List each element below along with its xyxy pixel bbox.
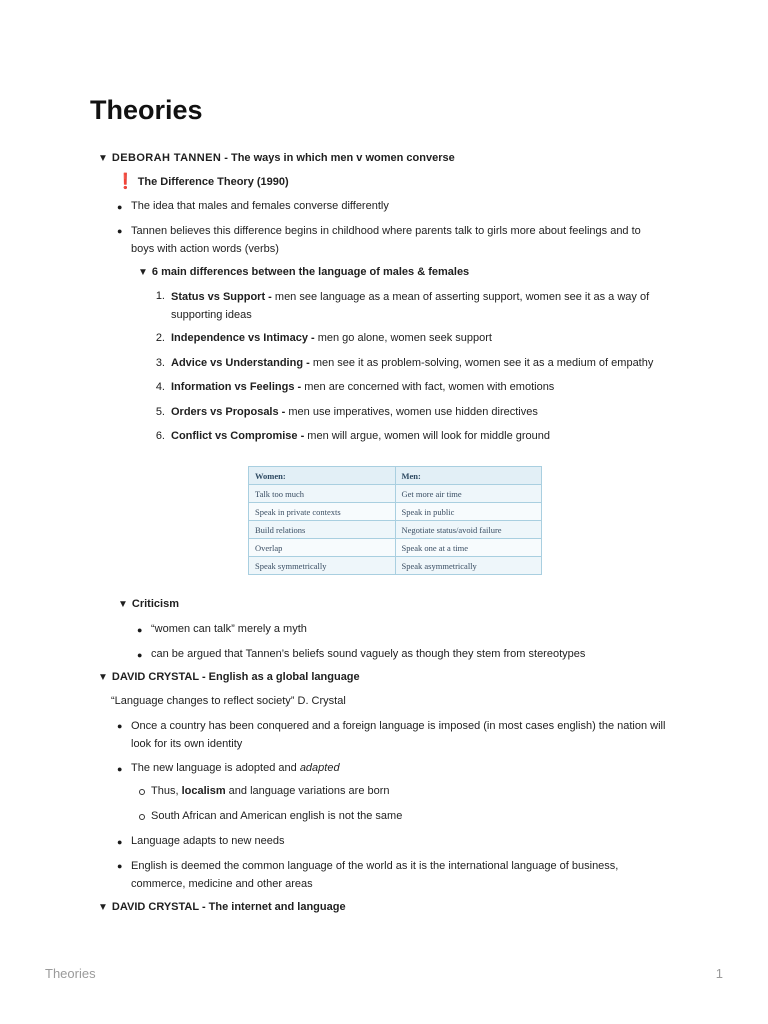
section-heading: DAVID CRYSTAL - The internet and language [111,901,346,913]
list-item [171,288,671,324]
diff-text: men will argue, women will look for middle ground [307,430,551,442]
list-item: can be argued that Tannen’s beliefs sound vaguely as though they stem from stereotypes [151,648,586,660]
table-row [249,485,542,503]
list-item: South African and American english is not the same [151,810,403,822]
page-number: 1 [715,966,723,981]
table-cell: Get more air time [395,485,542,503]
table-cell: Speak in public [395,503,542,521]
table-cell: Speak in private contexts [249,503,396,521]
bullet-icon: ● [137,625,143,635]
table-row [249,557,542,575]
toggle-criticism[interactable] [118,596,179,613]
list-number: 6. [155,430,165,442]
diff-bold: Advice vs Understanding - [171,357,313,369]
diff-bold: Information vs Feelings - [171,381,305,393]
theory-callout [116,173,289,190]
list-item: The idea that males and females converse differently [131,200,389,212]
table-header: Men: [395,467,542,485]
criticism-heading: Criticism [131,598,179,610]
item-bold: localism [181,785,226,797]
quote: “Language changes to reflect society” D. Crystal [111,695,346,707]
bullet-icon: ● [117,721,123,731]
toggle-crystal-internet[interactable] [98,899,346,916]
diff-text: men use imperatives, women use hidden directives [288,406,538,418]
bullet-icon: ● [117,764,123,774]
theory-title: The Difference Theory (1990) [137,176,289,188]
table-cell: Speak one at a time [395,539,542,557]
table-cell: Overlap [249,539,396,557]
bullet-icon: ● [117,226,123,236]
list-item [151,783,390,799]
diff-text: men go alone, women seek support [317,332,492,344]
list-number: 1. [155,290,165,302]
diff-bold: Orders vs Proposals - [171,406,289,418]
list-number: 3. [155,357,165,369]
toggle-six-differences[interactable] [138,264,469,281]
diff-heading: 6 main differences between the language of males & females [151,266,470,278]
table-cell: Build relations [249,521,396,539]
diff-bold: Independence vs Intimacy - [171,332,318,344]
list-number: 2. [155,332,165,344]
diff-text: men see language as a mean of asserting support, women see it as a way of supporting ideas [171,291,650,321]
list-item [131,760,340,776]
table-header-row [249,467,542,485]
list-item: Once a country has been conquered and a foreign language is imposed (in most cases english) the nation will look for its own identity [131,720,666,750]
comparison-table [248,466,542,575]
toggle-triangle-icon[interactable]: ▼ [138,267,148,278]
exclamation-icon: ❗ [116,173,135,190]
item-emphasis: adapted [299,762,340,774]
table-cell: Speak asymmetrically [395,557,542,575]
bullet-icon: ● [137,650,143,660]
table-row [249,521,542,539]
diff-bold: Conflict vs Compromise - [171,430,308,442]
footer-title: Theories [45,966,96,981]
list-number: 4. [155,381,165,393]
table-cell: Speak symmetrically [249,557,396,575]
bullet-icon: ● [117,202,123,212]
sub-bullet-icon [139,814,145,820]
table-row [249,503,542,521]
toggle-crystal-global[interactable] [98,669,360,686]
toggle-triangle-icon[interactable]: ▼ [98,153,108,164]
diff-text: men are concerned with fact, women with emotions [304,381,555,393]
item-text: The new language is adopted and [131,762,300,774]
table-cell: Talk too much [249,485,396,503]
section-heading: DAVID CRYSTAL - English as a global language [111,671,360,683]
diff-text: men see it as problem-solving, women see it as a medium of empathy [312,357,654,369]
item-text: and language variations are born [225,785,390,797]
toggle-deborah-tannen[interactable] [98,150,455,167]
list-item: English is deemed the common language of the world as it is the international language of business, commerce, medicine and other areas [131,860,619,890]
list-item: Tannen believes this difference begins in childhood where parents talk to girls more about feelings and to boys with action words (verbs) [131,225,641,255]
bullet-icon: ● [117,837,123,847]
page-title: Theories [90,95,203,125]
list-number: 5. [155,406,165,418]
toggle-triangle-icon[interactable]: ▼ [98,902,108,913]
table-header: Women: [249,467,396,485]
item-text: Thus, [151,785,182,797]
table-cell: Negotiate status/avoid failure [395,521,542,539]
list-item [171,379,554,395]
toggle-triangle-icon[interactable]: ▼ [98,672,108,683]
bullet-icon: ● [117,861,123,871]
heading-name: DEBORAH TANNEN [111,152,222,164]
list-item [171,428,550,444]
toggle-triangle-icon[interactable]: ▼ [118,599,128,610]
diff-bold: Status vs Support - [171,291,275,303]
list-item [171,355,653,371]
table-row [249,539,542,557]
list-item: Language adapts to new needs [131,835,285,847]
list-item: “women can talk” merely a myth [151,623,307,635]
list-item [171,330,492,346]
list-item [171,404,538,420]
heading-rest: - The ways in which men v women converse [221,152,455,164]
sub-bullet-icon [139,789,145,795]
